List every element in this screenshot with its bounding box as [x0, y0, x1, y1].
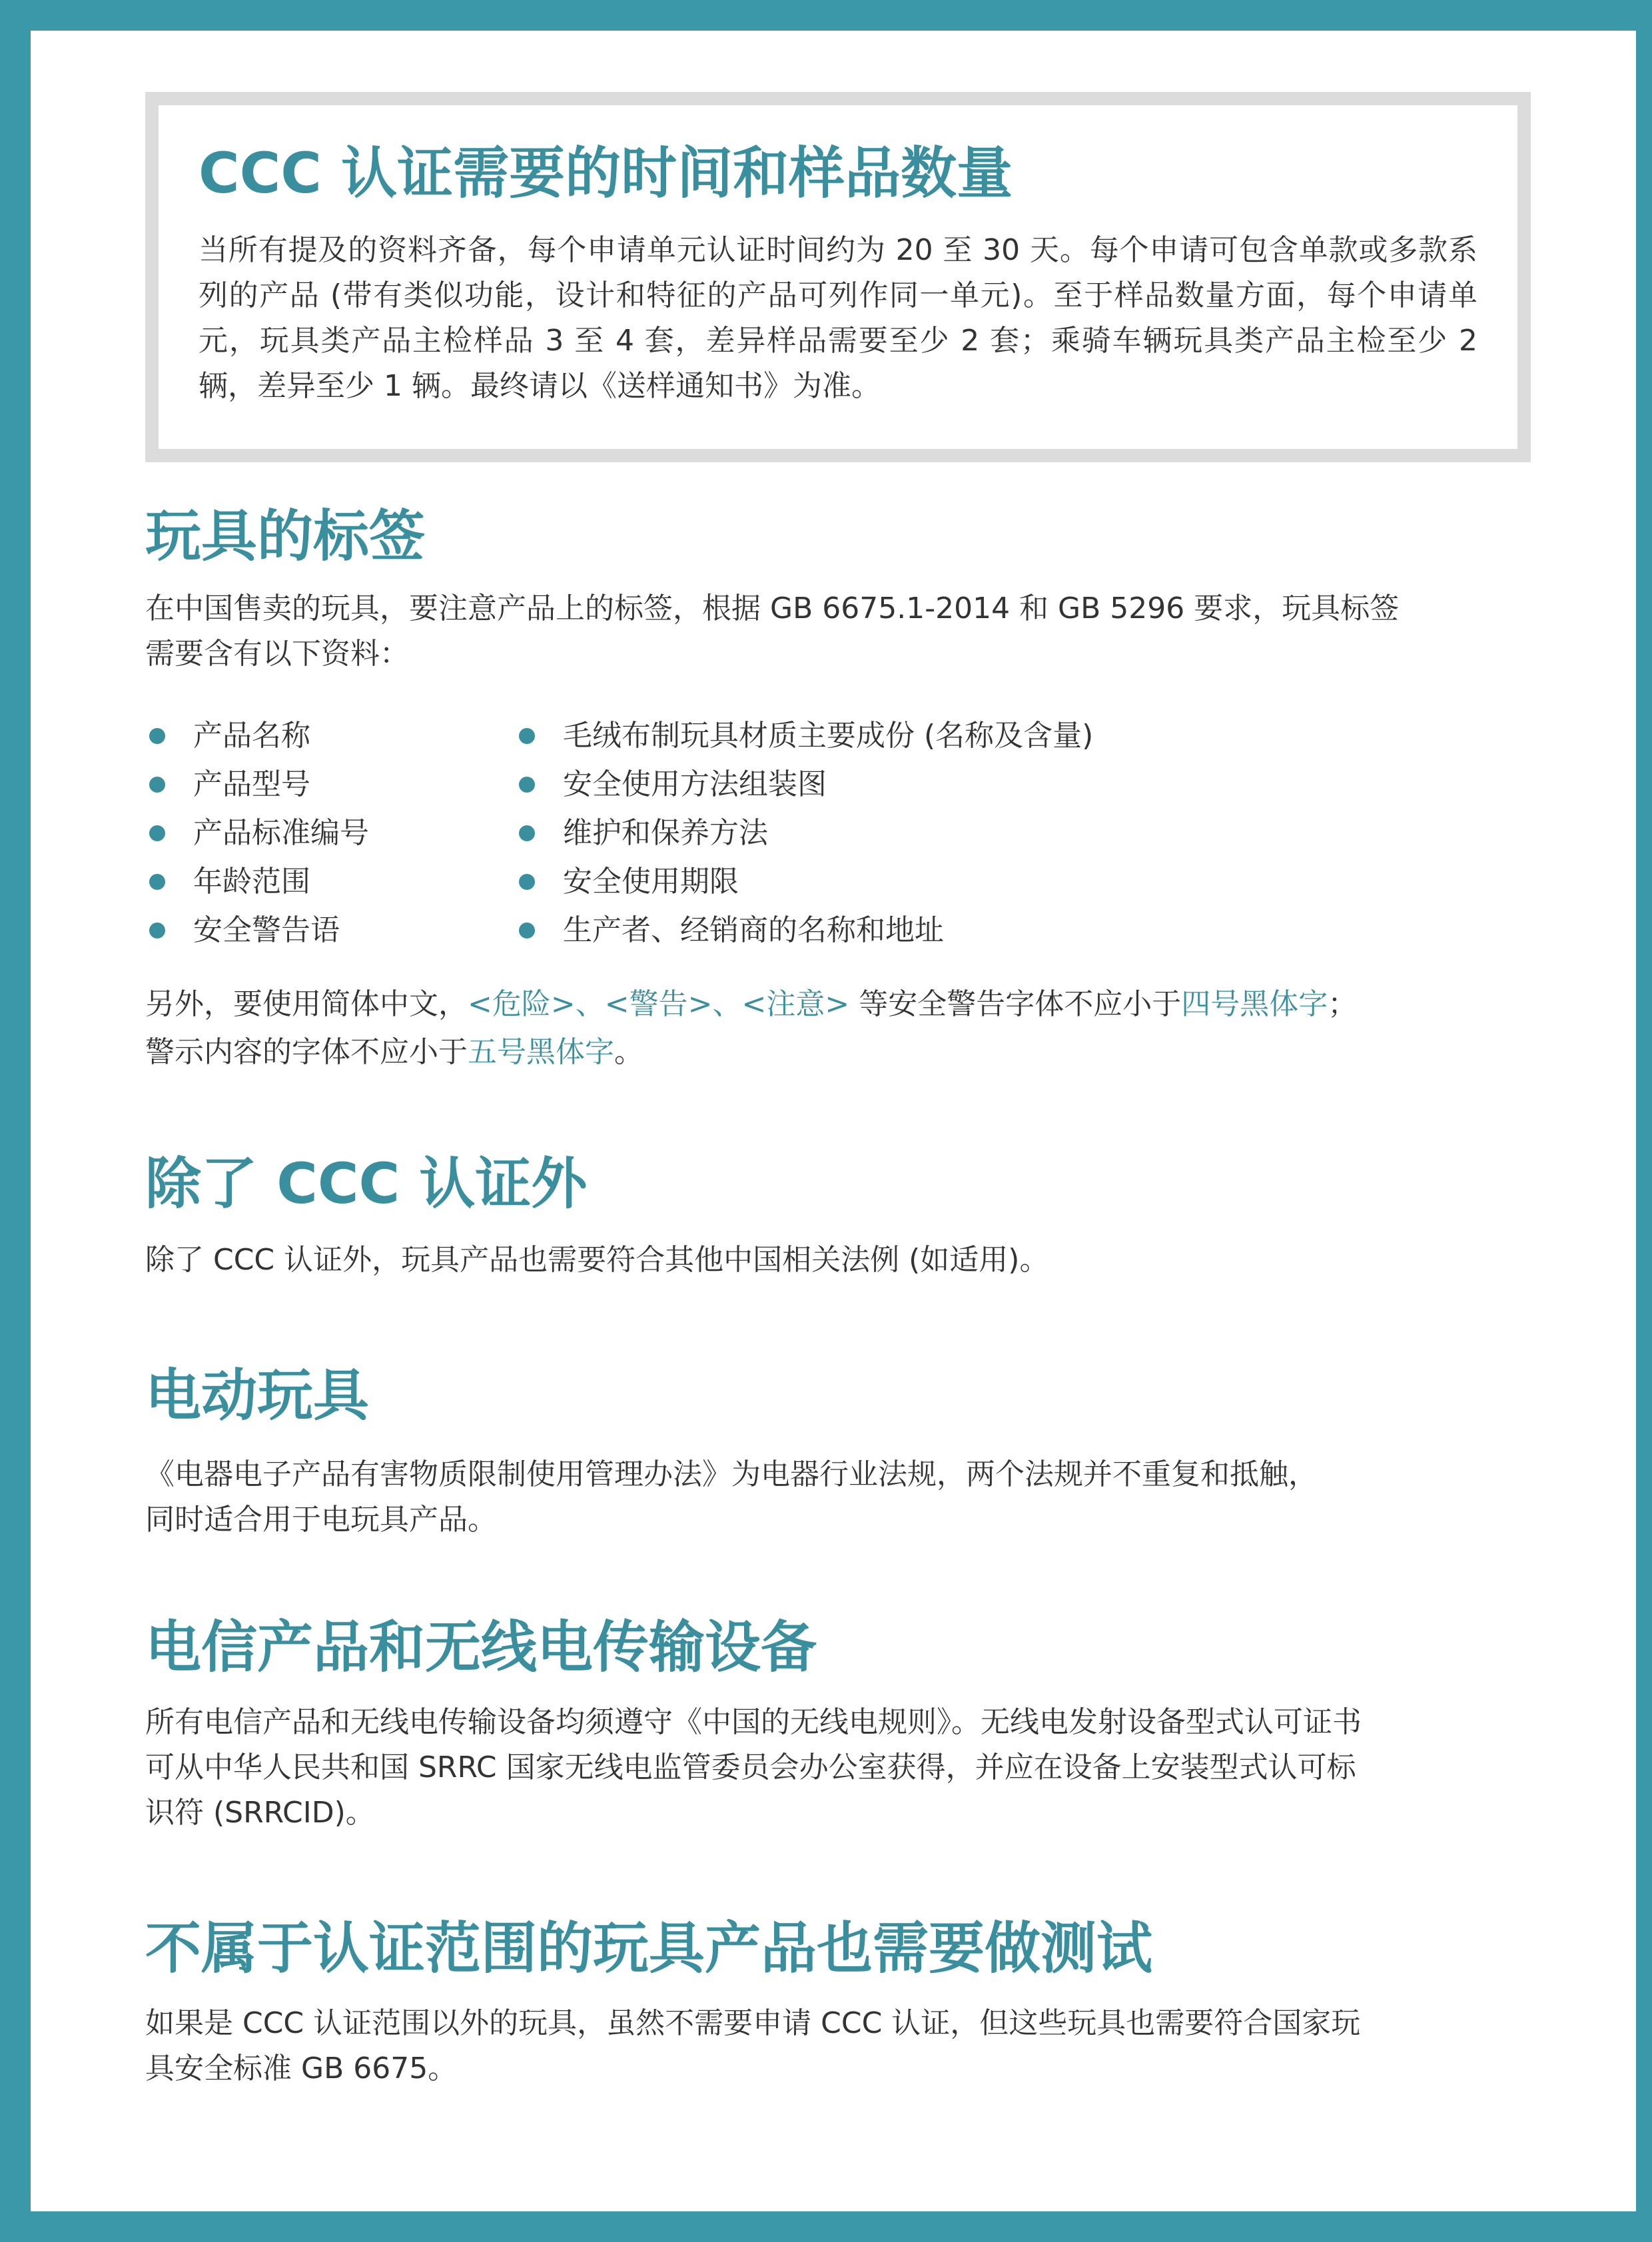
list-item — [145, 906, 492, 954]
font-size-5-highlight: 五号黑体字 — [468, 1035, 614, 1069]
label-requirements-list — [145, 711, 1504, 958]
bullet-icon — [149, 874, 165, 890]
font-size-4-highlight: 四号黑体字 — [1181, 987, 1328, 1021]
list-item — [515, 711, 1314, 760]
list-item-label: 年龄范围 — [193, 865, 310, 899]
warning-note-end-2: 。 — [614, 1035, 643, 1069]
outside-scope-title: 不属于认证范围的玩具产品也需要做测试 — [145, 1916, 1153, 1981]
label-requirements-column-1 — [145, 711, 492, 954]
electric-toys-title: 电动玩具 — [145, 1363, 370, 1428]
warning-words-highlight: <危险>、<警告>、<注意> — [468, 987, 850, 1021]
telecom-line-2: 可从中华人民共和国 SRRC 国家无线电监管委员会办公室获得，并应在设备上安装型式认可标 — [145, 1750, 1356, 1784]
warning-note-line2-prefix: 警示内容的字体不应小于 — [145, 1035, 468, 1069]
list-item — [515, 857, 1314, 906]
labels-section-title: 玩具的标签 — [145, 504, 426, 569]
bullet-icon — [149, 825, 165, 841]
bullet-icon — [149, 777, 165, 793]
list-item — [145, 857, 492, 906]
telecom-title: 电信产品和无线电传输设备 — [145, 1615, 817, 1680]
list-item — [515, 760, 1314, 809]
list-item — [145, 760, 492, 809]
bullet-icon — [519, 777, 535, 793]
page-frame-bottom — [0, 2211, 1652, 2242]
list-item-label: 产品型号 — [193, 767, 310, 801]
certification-info-box — [145, 92, 1531, 462]
list-item-label: 产品标准编号 — [193, 816, 369, 850]
labels-section — [145, 500, 1504, 677]
other-regulations-section — [145, 1147, 1504, 1283]
bullet-icon — [519, 825, 535, 841]
list-item-label: 安全使用方法组装图 — [563, 767, 827, 801]
warning-font-note — [145, 982, 1504, 1075]
telecom-section — [145, 1611, 1504, 1836]
warning-note-prefix: 另外，要使用简体中文， — [145, 987, 468, 1021]
list-item — [145, 711, 492, 760]
electric-toys-line-1: 《电器电子产品有害物质限制使用管理办法》为电器行业法规，两个法规并不重复和抵触， — [145, 1457, 1318, 1491]
labels-intro-line-2: 需要含有以下资料： — [145, 637, 409, 671]
list-item-label: 维护和保养方法 — [563, 816, 768, 850]
bullet-icon — [519, 728, 535, 744]
bullet-icon — [149, 923, 165, 938]
infobox-title: CCC 认证需要的时间和样品数量 — [199, 141, 1013, 206]
label-requirements-column-2 — [515, 711, 1314, 954]
list-item-label: 安全使用期限 — [563, 865, 739, 899]
page-frame-left — [0, 0, 31, 2242]
list-item-label: 产品名称 — [193, 719, 310, 753]
outside-scope-section — [145, 1912, 1504, 2091]
outside-scope-line-2: 具安全标准 GB 6675。 — [145, 2052, 458, 2085]
other-regulations-text: 除了 CCC 认证外，玩具产品也需要符合其他中国相关法例 (如适用)。 — [145, 1243, 1049, 1277]
list-item-label: 毛绒布制玩具材质主要成份 (名称及含量) — [563, 719, 1094, 753]
list-item-label: 安全警告语 — [193, 913, 340, 947]
electric-toys-section — [145, 1359, 1504, 1543]
other-regulations-title: 除了 CCC 认证外 — [145, 1151, 588, 1216]
bullet-icon — [519, 923, 535, 938]
telecom-line-1: 所有电信产品和无线电传输设备均须遵守《中国的无线电规则》。无线电发射设备型式认可证书 — [145, 1705, 1362, 1739]
outside-scope-line-1: 如果是 CCC 认证范围以外的玩具，虽然不需要申请 CCC 认证，但这些玩具也需要符合国家玩 — [145, 2006, 1361, 2040]
warning-note-end-1: ； — [1328, 987, 1358, 1021]
infobox-text: 当所有提及的资料齐备，每个申请单元认证时间约为 20 至 30 天。每个申请可包含单款或多款系列的产品 (带有类似功能，设计和特征的产品可列作同一单元)。至于样品数量方面，每个申请单元，玩具类产品主检样品 3 至 4 套，差异样品需要至少 2 套；乘骑车辆玩具类产品主检至少 2 辆，差异至少 1 辆。最终请以《送样通知书》为准。 — [199, 233, 1477, 403]
list-item-label: 生产者、经销商的名称和地址 — [563, 913, 944, 947]
electric-toys-line-2: 同时适合用于电玩具产品。 — [145, 1503, 497, 1537]
bullet-icon — [149, 728, 165, 744]
list-item — [145, 809, 492, 857]
page-frame-top — [0, 0, 1652, 31]
labels-intro-line-1: 在中国售卖的玩具，要注意产品上的标签，根据 GB 6675.1-2014 和 GB 5296 要求，玩具标签 — [145, 591, 1400, 625]
warning-note-line-1 — [145, 982, 1504, 1027]
page-frame-right — [1636, 0, 1652, 2242]
list-item — [515, 906, 1314, 954]
list-item — [515, 809, 1314, 857]
telecom-line-3: 识符 (SRRCID)。 — [145, 1796, 375, 1830]
warning-note-line-2 — [145, 1030, 1504, 1075]
warning-note-mid: 等安全警告字体不应小于 — [849, 987, 1182, 1021]
bullet-icon — [519, 874, 535, 890]
